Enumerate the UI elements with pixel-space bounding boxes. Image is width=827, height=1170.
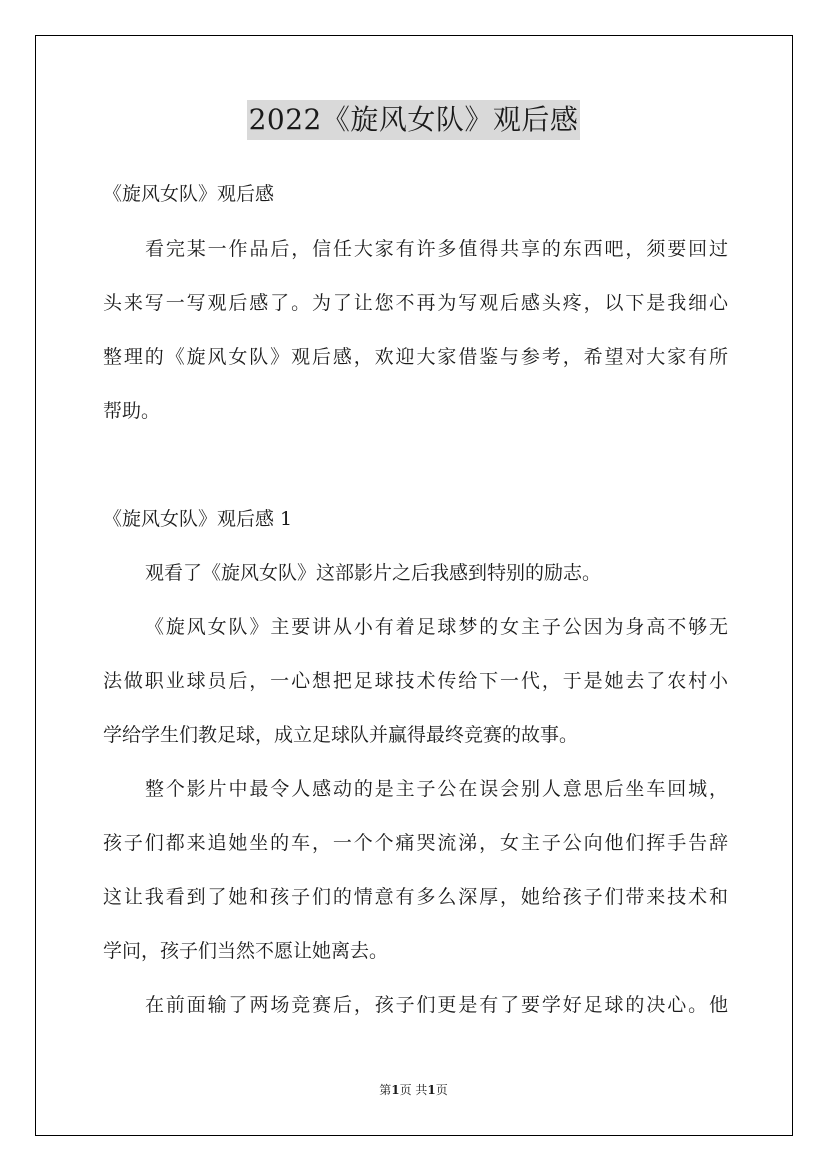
intro-line: 整理的《旋风女队》观后感，欢迎大家借鉴与参考，希望对大家有所	[103, 346, 728, 368]
paragraph-line: 《旋风女队》主要讲从小有着足球梦的女主子公因为身高不够无	[145, 616, 728, 638]
document-title: 2022《旋风女队》观后感	[247, 100, 581, 140]
section-heading: 《旋风女队》观后感 1	[103, 508, 293, 530]
document-subtitle: 《旋风女队》观后感	[103, 183, 275, 205]
paragraph-line: 观看了《旋风女队》这部影片之后我感到特别的励志。	[145, 562, 602, 584]
paragraph-line: 法做职业球员后，一心想把足球技术传给下一代，于是她去了农村小	[103, 670, 728, 692]
paragraph-line: 学问，孩子们当然不愿让她离去。	[103, 940, 389, 962]
paragraph-line: 学给学生们教足球，成立足球队并赢得最终竞赛的故事。	[103, 724, 579, 746]
paragraph-line: 这让我看到了她和孩子们的情意有多么深厚，她给孩子们带来技术和	[103, 886, 728, 908]
footer-prefix: 第	[379, 1083, 392, 1097]
intro-line: 头来写一写观后感了。为了让您不再为写观后感头疼，以下是我细心	[103, 292, 728, 314]
paragraph-line: 整个影片中最令人感动的是主子公在误会别人意思后坐车回城，	[145, 778, 728, 800]
intro-line: 看完某一作品后，信任大家有许多值得共享的东西吧，须要回过	[145, 238, 728, 260]
footer-page-current: 1	[391, 1083, 400, 1097]
page-footer	[0, 1082, 827, 1098]
footer-mid: 页 共	[399, 1083, 428, 1097]
paragraph-line: 在前面输了两场竞赛后，孩子们更是有了要学好足球的决心。他	[145, 994, 728, 1016]
footer-page-total: 1	[427, 1083, 436, 1097]
footer-suffix: 页	[435, 1083, 448, 1097]
paragraph-line: 孩子们都来追她坐的车，一个个痛哭流涕，女主子公向他们挥手告辞	[103, 832, 728, 854]
intro-line: 帮助。	[103, 400, 161, 422]
title-container	[0, 100, 827, 140]
